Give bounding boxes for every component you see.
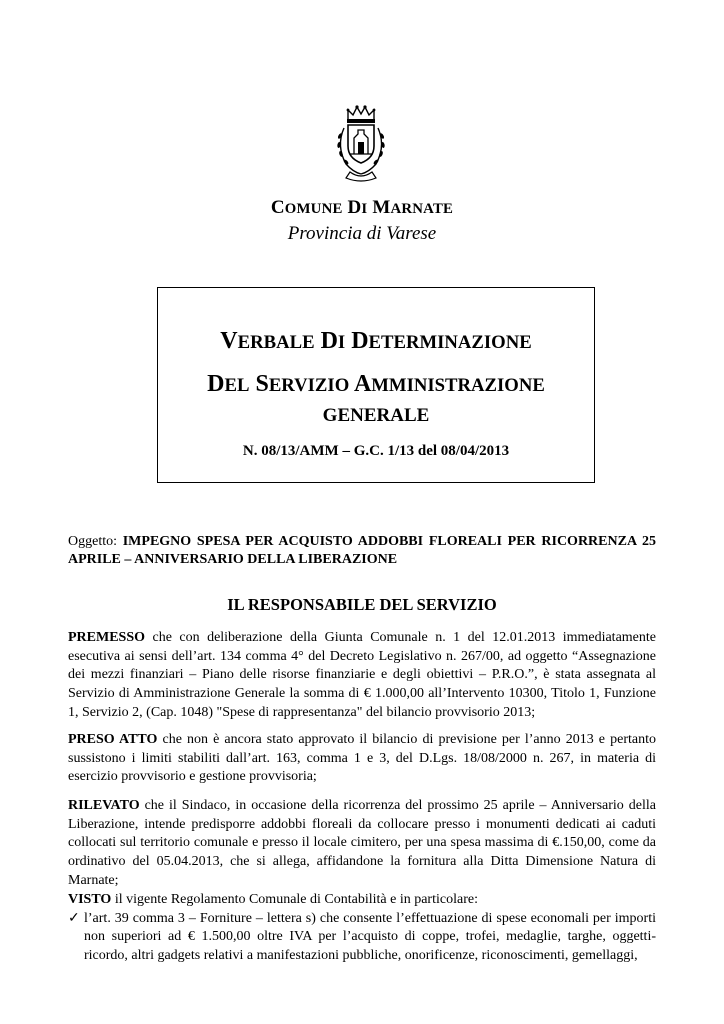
paragraph-premesso [68, 629, 656, 723]
list-item-text: l’art. 39 comma 3 – Forniture – lettera s) che consente l’effettuazione di spese economali per importi non superiori ad € 1.500,00 oltre IVA per l’acquisto di coppe, trofei, medaglie, targhe, oggetti-ricordo, altri gadgets relativi a manifestazioni pubbliche, onorificenze, riconoscimenti, gemellaggi, [84, 910, 656, 964]
subject-label: Oggetto: [68, 534, 117, 549]
title-line-1: VERBALE DI DETERMINAZIONE [220, 328, 532, 354]
subject-block [68, 533, 656, 569]
municipality-name: COMUNE DI MARNATE [270, 197, 454, 218]
paragraph-keyword: RILEVATO [68, 798, 140, 813]
paragraph-text: che non è ancora stato approvato il bilancio di previsione per l’anno 2013 e pertanto sussistono i limiti stabiliti dall’art. 163, comma 1 e 3, del D.Lgs. 18/08/2000 n. 267, in materia di esercizio provvisorio e gestione provvisoria; [68, 732, 656, 785]
title-line-3: GENERALE [322, 405, 430, 426]
paragraph-keyword: PREMESSO [68, 630, 146, 645]
title-line-2: DEL SERVIZIO AMMINISTRAZIONE [207, 371, 545, 397]
list-item [68, 910, 656, 966]
checkmark-icon: ✓ [68, 910, 80, 926]
determination-number: N. 08/13/AMM – G.C. 1/13 del 08/04/2013 [242, 443, 510, 459]
province-name: Provincia di Varese [287, 223, 437, 244]
paragraph-visto [68, 891, 656, 966]
paragraph-preso-atto [68, 731, 656, 787]
subject-text: IMPEGNO SPESA PER ACQUISTO ADDOBBI FLOREALI PER RICORRENZA 25 APRILE – ANNIVERSARIO DELLA LIBERAZIONE [68, 534, 657, 567]
determination-title-box [157, 287, 595, 483]
paragraph-rilevato [68, 797, 656, 891]
paragraph-text: il vigente Regolamento Comunale di Contabilità e in particolare: [111, 892, 478, 907]
paragraph-text: che con deliberazione della Giunta Comunale n. 1 del 12.01.2013 immediatamente esecutiva ai sensi dell’art. 134 comma 4° del Decreto Legislativo n. 267/00, ad oggetto “Assegnazione dei mezzi finanziari – Piano delle risorse finanziarie e degli obiettivi – P.R.O.”, è stata assegnata al Servizio di Amministrazione Generale la somma di € 1.000,00 all’Intervento 10300, Titolo 1, Funzione 1, Servizio 2, (Cap. 1048) "Spese di rappresentanza" del bilancio provvisorio 2013; [68, 630, 656, 720]
section-heading: IL RESPONSABILE DEL SERVIZIO [227, 595, 497, 614]
coat-of-arms-icon [330, 104, 392, 182]
paragraph-keyword: VISTO [68, 892, 112, 907]
paragraph-keyword: PRESO ATTO [68, 732, 158, 747]
paragraph-text: che il Sindaco, in occasione della ricorrenza del prossimo 25 aprile – Anniversario della Liberazione, intende predisporre addobbi floreali da collocare presso i monumenti dedicati ai caduti collocati sul territorio comunale e presso il locale cimitero, per una spesa massima di €.150,00, come da ordinativo del 05.04.2013, che si allega, affidandone la fornitura alla Ditta Dimensione Natura di Marnate; [68, 798, 656, 888]
